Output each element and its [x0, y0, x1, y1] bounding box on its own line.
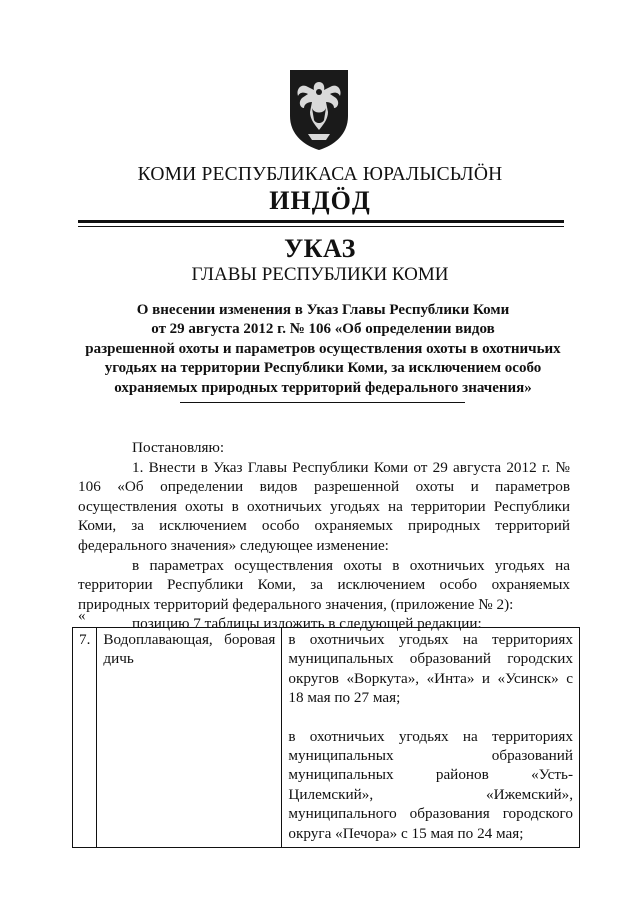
position-table [72, 627, 580, 848]
position-number: 7. [73, 628, 97, 848]
subject-line: О внесении изменения в Указ Главы Республики Коми [136, 302, 510, 318]
subject-line: разрешенной охоты и параметров осуществления охоты в охотничьих [85, 340, 561, 357]
subject-line: охраняемых природных территорий федерального значения» [114, 379, 532, 396]
table-row [73, 628, 580, 848]
hunting-period-south: в охотничьих угодьях на территориях муниципальных образований муниципальных районов «Усть-Цилемский», «Ижемский», муниципального образования городского округа «Печора» с 15 мая по 24 мая; [288, 727, 573, 842]
header-divider-thin [78, 226, 564, 227]
subject-divider [180, 402, 465, 403]
amendment-instruction: позицию 7 таблицы изложить в следующей редакции: [132, 615, 482, 633]
komi-coat-of-arms-icon [288, 68, 350, 152]
decree-item-1: 1. Внести в Указ Главы Республики Коми от 29 августа 2012 г. № 106 «Об определении видов разрешенной охоты и параметров осуществления охоты в охотничьих угодьях на территории Республики Коми, за исключением особо охраняемых природных территорий федерального значения» следующее изменение: [78, 458, 570, 554]
game-type: Водоплавающая, боровая дичь [97, 628, 282, 848]
decree-resolve: Постановляю: [132, 439, 225, 456]
hunting-period-north: в охотничьих угодьях на территориях муниципальных образований городских округов «Воркута», «Инта» и «Усинск» с 18 мая по 27 мая; [288, 631, 573, 707]
komi-republic-header: КОМИ РЕСПУБЛИКАСА ЮРАЛЫСЬЛӦН [137, 164, 503, 185]
subject-line: угодьях на территории Республики Коми, за исключением особо [104, 360, 542, 377]
header-divider-thick [78, 220, 564, 223]
issuer-title: ГЛАВЫ РЕСПУБЛИКИ КОМИ [191, 264, 449, 285]
decree-body [78, 438, 570, 634]
decree-subject [78, 301, 568, 398]
komi-decree-word: ИНДӦД [269, 186, 371, 215]
opening-quote: « [78, 608, 86, 624]
hunting-periods [282, 628, 580, 848]
amendment-scope: в параметрах осуществления охоты в охотничьих угодьях на территории Республики Коми, за исключением особо охраняемых природных территорий федерального значения, (приложение № 2): [78, 556, 570, 613]
subject-line: от 29 августа 2012 г. № 106 «Об определении видов [151, 321, 495, 338]
document-type-title: УКАЗ [284, 234, 356, 263]
